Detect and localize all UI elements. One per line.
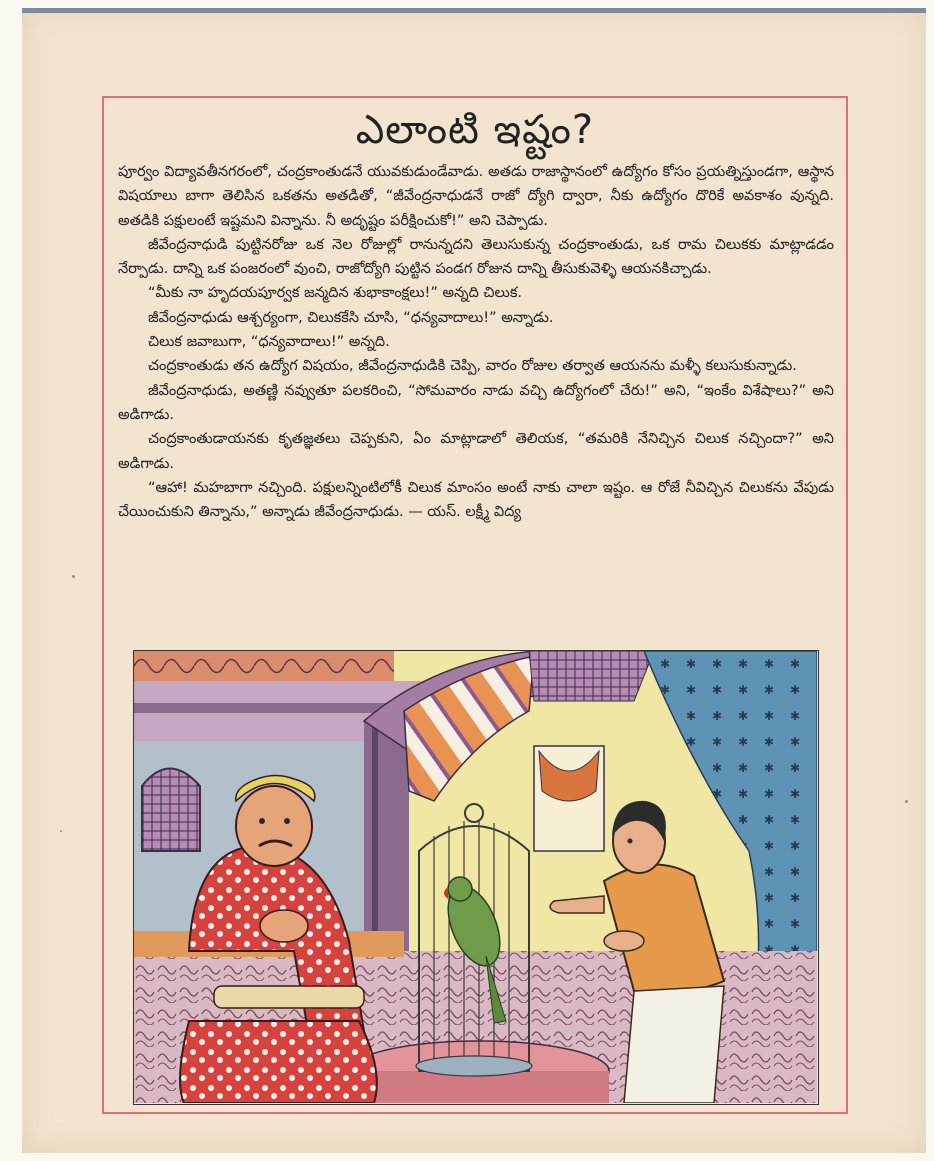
story-paragraph: చిలుక జవాబుగా, “ధన్యవాదాలు!” అన్నది. — [148, 334, 390, 351]
story-paragraph: జీవేంద్రనాధుడు, అతణ్ణి నవ్వుతూ పలకరించి, “సోమవారం నాడు వచ్చి ఉద్యోగంలో చేరు!” అని, “ఇంకేం విశేషాలు?” అని అడిగాడు. — [118, 382, 834, 423]
story-paragraph-text: “ఆహా! మహబాగా నచ్చింది. పక్షులన్నింటిలోకీ చిలుక మాంసం అంటే నాకు చాలా ఇష్టం. ఆ రోజే నీవిచ్చిన చిలుకను వేపుడు చేయించుకుని తిన్నాను,” అన్నాడు జీవేంద్రనాధుడు. — [118, 479, 834, 521]
paper-speck — [72, 575, 75, 578]
story-title: ఎలాంటి ఇష్టం? — [355, 107, 595, 153]
page-top-edge — [22, 8, 926, 13]
author-byline: — యస్. లక్ష్మీ విద్య — [408, 504, 521, 521]
story-paragraph: “మీకు నా హృదయపూర్వక జన్మదిన శుభాకాంక్షలు!” అన్నది చిలుక. — [148, 285, 522, 302]
paper-speck — [905, 800, 908, 803]
story-paragraph: చంద్రకాంతుడాయనకు కృతజ్ఞతలు చెప్పకుని, ఏం మాట్లాడాలో తెలియక, “తమరికి నేనిచ్చిన చిలుక నచ్చిందా?” అని అడిగాడు. — [118, 431, 834, 472]
paper-speck — [60, 830, 62, 832]
story-illustration-icon — [134, 651, 817, 1103]
story-paragraph: పూర్వం విద్యావతీనగరంలో, చంద్రకాంతుడనే యువకుడుండేవాడు. అతడు రాజాస్థానంలో ఉద్యోగం కోసం ప్రయత్నిస్తుండగా, ఆస్థాన విషయాలు బాగా తెలిసిన ఒకతను అతడితో, “జీవేంద్రనాధుడనే రాజో ద్యోగి ద్వారా, నీకు ఉద్యోగం దొరికే అవకాశం వున్నది. అతడికి పక్షులంటే ఇష్టమని విన్నాను. నీ అదృష్టం పరీక్షించుకో!” అని చెప్పాడు. — [118, 164, 834, 229]
story-last-paragraph — [118, 476, 834, 525]
story-illustration — [133, 650, 819, 1105]
story-paragraph: చంద్రకాంతుడు తన ఉద్యోగ విషయం, జీవేంద్రనాధుడికి చెప్పి, వారం రోజుల తర్వాత ఆయనను మళ్ళీ కలుసుకున్నాడు. — [148, 358, 797, 375]
story-paragraph: జీవేంద్రనాధుడి పుట్టినరోజు ఒక నెల రోజుల్లో రానున్నదని తెలుసుకున్న చంద్రకాంతుడు, ఒక రామ చిలుకకు మాట్లాడడం నేర్పాడు. దాన్ని ఒక పంజరంలో వుంచి, రాజోద్యోగి పుట్టిన పండగ రోజున దాన్ని తీసుకువెళ్ళి ఆయనకిచ్చాడు. — [118, 236, 834, 278]
story-body — [118, 160, 834, 524]
story-paragraph: జీవేంద్రనాధుడు ఆశ్చర్యంగా, చిలుకకేసి చూసి, “ధన్యవాదాలు!” అన్నాడు. — [148, 309, 554, 326]
